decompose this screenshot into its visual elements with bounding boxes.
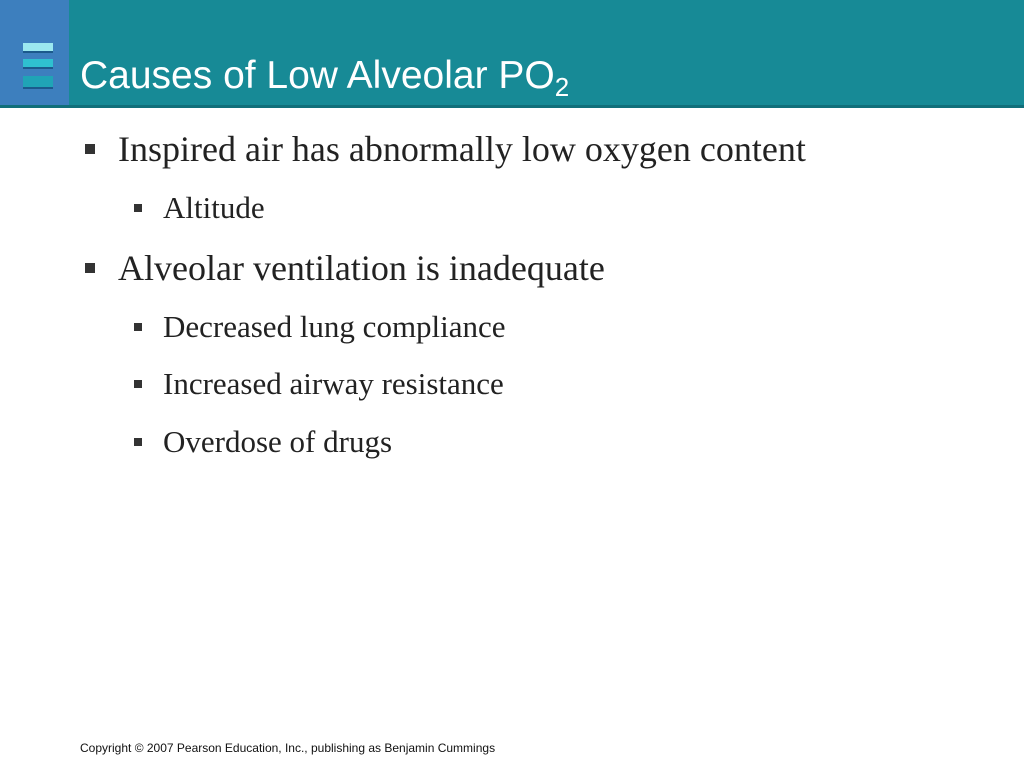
square-bullet-icon (134, 438, 142, 446)
square-bullet-icon (85, 263, 95, 273)
bullet-text: Alveolar ventilation is inadequate (118, 248, 605, 288)
logo-bar-bottom (23, 76, 53, 89)
slide-title-text: Causes of Low Alveolar PO (80, 54, 555, 97)
sub-bullet-item (163, 189, 265, 227)
square-bullet-icon (85, 144, 95, 154)
header-divider-line (0, 105, 1024, 108)
sub-bullet-text: Decreased lung compliance (163, 309, 506, 344)
bullet-text: Inspired air has abnormally low oxygen content (118, 129, 806, 169)
square-bullet-icon (134, 204, 142, 212)
bullet-item (118, 127, 806, 171)
slide-title (80, 50, 569, 102)
presentation-logo-icon (0, 0, 69, 105)
sub-bullet-text: Altitude (163, 190, 265, 225)
sub-bullet-item (163, 423, 392, 461)
sub-bullet-item (163, 308, 506, 346)
sub-bullet-item (163, 365, 504, 403)
square-bullet-icon (134, 380, 142, 388)
slide-title-subscript: 2 (554, 72, 570, 102)
bullet-item (118, 246, 605, 290)
copyright-footer: Copyright © 2007 Pearson Education, Inc., publishing as Benjamin Cummings (80, 741, 496, 755)
sub-bullet-text: Overdose of drugs (163, 424, 393, 459)
sub-bullet-text: Increased airway resistance (163, 366, 504, 401)
logo-bar-middle (23, 59, 53, 69)
square-bullet-icon (134, 323, 142, 331)
logo-bar-top (23, 43, 53, 53)
